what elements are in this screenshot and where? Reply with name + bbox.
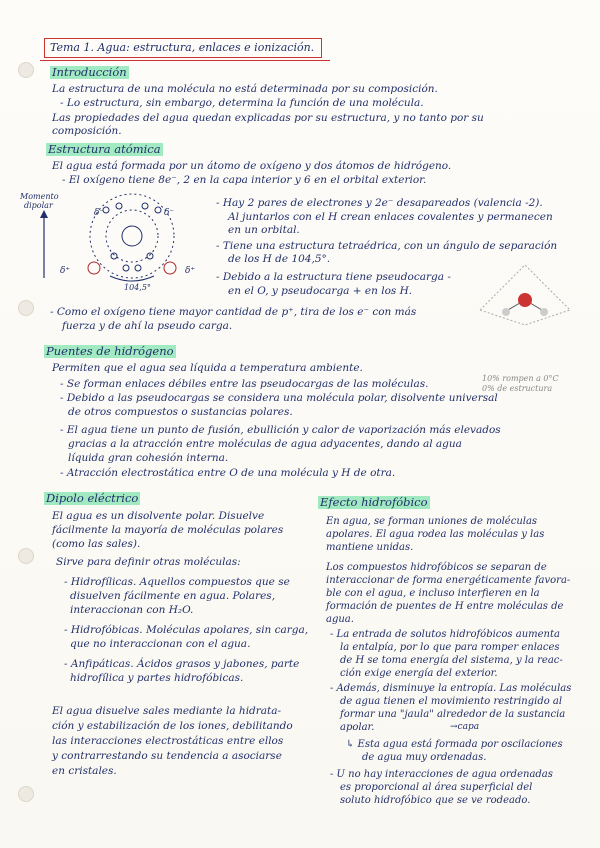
efecto-line: de agua muy ordenadas. [362, 752, 487, 763]
puentes-line: Permiten que el agua sea líquida a temperatura ambiente. [52, 362, 363, 374]
capa-label: →capa [450, 722, 480, 732]
efecto-line: apolar. [340, 722, 375, 733]
binder-hole [18, 786, 34, 802]
efecto-line: mantiene unidas. [326, 542, 414, 553]
dipolo-line: - Hidrofóbicas. Moléculas apolares, sin carga, [64, 624, 309, 636]
efecto-line: ↳ Esta agua está formada por oscilaciones [346, 739, 563, 750]
binder-hole [18, 300, 34, 316]
efecto-line: de H se toma energía del sistema, y la reac- [340, 655, 563, 666]
dipolo-line: fácilmente la mayoría de moléculas polares [52, 524, 284, 536]
estructura-bullet: de los H de 104,5°. [228, 253, 331, 265]
dipolo-line: interaccionan con H₂O. [70, 604, 194, 616]
tetrahedral-molecule-sketch [470, 260, 580, 330]
puentes-heading: Puentes de hidrógeno [46, 344, 174, 358]
puentes-line: líquida gran cohesión interna. [68, 452, 229, 464]
delta-minus-label: δ⁻ [164, 208, 175, 218]
intro-line: composición. [52, 125, 122, 137]
dipolo-line: - Hidrofílicas. Aquellos compuestos que se [64, 576, 290, 588]
estructura-line: El agua está formada por un átomo de oxígeno y dos átomos de hidrógeno. [52, 160, 452, 172]
dipolo-line: y contrarrestando su tendencia a asociarse [52, 750, 282, 762]
dipolo-line: hidrofílica y partes hidrofóbicas. [70, 672, 244, 684]
dipolo-line: disuelven fácilmente en agua. Polares, [70, 590, 276, 602]
puentes-note: 0% de estructura [482, 384, 553, 393]
dipolo-line: las interacciones electrostáticas entre ellos [52, 735, 284, 747]
estructura-bullet: en un orbital. [228, 224, 300, 236]
efecto-line: interaccionar de forma energéticamente favora- [326, 575, 571, 586]
efecto-line: agua. [326, 614, 354, 625]
puentes-line: gracias a la atracción entre moléculas de agua adyacentes, dando al agua [68, 438, 462, 450]
dipolo-line: (como las sales). [52, 538, 141, 550]
dipolar-label: dipolar [24, 201, 53, 210]
efecto-line: formar una "jaula" alrededor de la sustancia [340, 709, 566, 720]
estructura-bullet: en el O, y pseudocarga + en los H. [228, 285, 413, 297]
efecto-line: Los compuestos hidrofóbicos se separan de [326, 562, 547, 573]
efecto-line: soluto hidrofóbico que se ve rodeado. [340, 795, 531, 806]
dipolo-line: El agua es un disolvente polar. Disuelve [52, 510, 265, 522]
angle-label: 104,5° [124, 283, 151, 292]
puentes-line: de otros compuestos o sustancias polares. [68, 406, 293, 418]
efecto-line: En agua, se forman uniones de moléculas [326, 516, 538, 527]
estructura-extra: fuerza y de ahí la pseudo carga. [62, 320, 233, 332]
estructura-bullet: - Hay 2 pares de electrones y 2e⁻ desapareados (valencia -2). [216, 197, 543, 209]
efecto-line: apolares. El agua rodea las moléculas y las [326, 529, 545, 540]
dipolo-line: en cristales. [52, 765, 117, 777]
efecto-line: - U no hay interacciones de agua ordenadas [330, 769, 553, 780]
page-title: Tema 1. Agua: estructura, enlaces e ionización. [50, 41, 315, 54]
binder-hole [18, 62, 34, 78]
dipolo-heading: Dipolo eléctrico [46, 491, 139, 505]
delta-minus-label: δ⁻ [94, 208, 105, 218]
intro-line: Las propiedades del agua quedan explicadas por su estructura, y no tanto por su [52, 112, 484, 124]
estructura-bullet: - Tiene una estructura tetraédrica, con un ángulo de separación [216, 240, 558, 252]
puentes-note: 10% rompen a 0°C [482, 374, 559, 383]
momento-label: Momento [20, 192, 59, 201]
dipolo-line: - Anfipáticas. Ácidos grasos y jabones, parte [64, 658, 300, 670]
efecto-line: ción exige energía del exterior. [340, 668, 498, 679]
dipolo-line: Sirve para definir otras moléculas: [56, 556, 241, 568]
intro-line: La estructura de una molécula no está determinada por su composición. [52, 83, 438, 95]
dipolo-line: El agua disuelve sales mediante la hidrata- [52, 705, 282, 717]
efecto-heading: Efecto hidrofóbico [320, 495, 428, 509]
delta-plus-label: δ⁺ [60, 266, 71, 276]
intro-line: - Lo estructura, sin embargo, determina la función de una molécula. [60, 97, 424, 109]
efecto-line: de agua tienen el movimiento restringido al [340, 696, 563, 707]
efecto-line: ble con el agua, e incluso interfieren en la [326, 588, 540, 599]
puentes-line: - Debido a las pseudocargas se considera una molécula polar, disolvente universal [60, 392, 498, 404]
estructura-extra: - Como el oxígeno tiene mayor cantidad de p⁺, tira de los e⁻ con más [50, 306, 417, 318]
estructura-line: - El oxígeno tiene 8e⁻, 2 en la capa interior y 6 en el orbital exterior. [62, 174, 427, 186]
efecto-line: - La entrada de solutos hidrofóbicos aumenta [330, 629, 560, 640]
title-underline [40, 60, 330, 61]
dipolo-line: ción y estabilización de los iones, debilitando [52, 720, 293, 732]
puentes-line: - El agua tiene un punto de fusión, ebullición y calor de vaporización más elevados [60, 424, 501, 436]
binder-hole [18, 548, 34, 564]
delta-plus-label: δ⁺ [185, 266, 196, 276]
dipolo-line: que no interaccionan con el agua. [70, 638, 251, 650]
estructura-heading: Estructura atómica [48, 142, 161, 156]
puentes-line: - Atracción electrostática entre O de una molécula y H de otra. [60, 467, 396, 479]
estructura-bullet: Al juntarlos con el H crean enlaces covalentes y permanecen [228, 211, 553, 223]
efecto-line: formación de puentes de H entre moléculas de [326, 601, 564, 612]
puentes-line: - Se forman enlaces débiles entre las pseudocargas de las moléculas. [60, 378, 429, 390]
efecto-line: es proporcional al área superficial del [340, 782, 533, 793]
intro-heading: Introducción [52, 65, 127, 79]
efecto-line: - Además, disminuye la entropía. Las moléculas [330, 683, 572, 694]
estructura-bullet: - Debido a la estructura tiene pseudocarga - [216, 271, 451, 283]
efecto-line: la entalpía, por lo que para romper enlaces [340, 642, 560, 653]
